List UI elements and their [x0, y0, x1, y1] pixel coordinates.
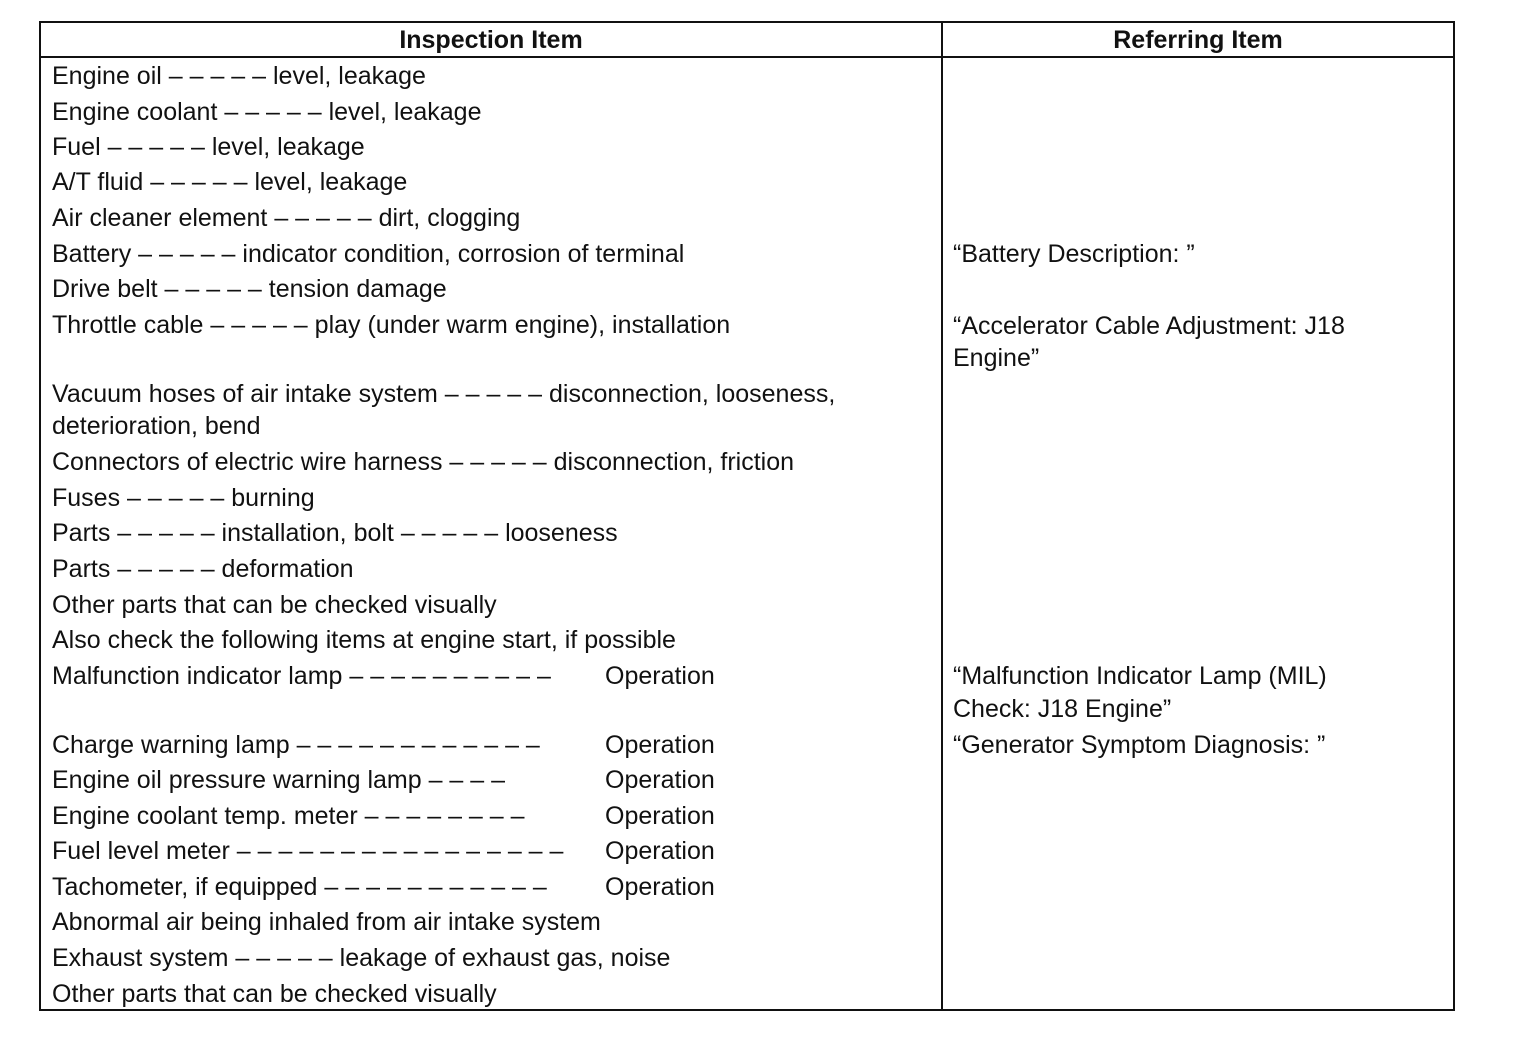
inspection-line: Engine coolant temp. meter – – – – – – – –: [52, 802, 525, 830]
operation-label: Operation: [605, 731, 715, 759]
referring-line: “Malfunction Indicator Lamp (MIL): [953, 662, 1327, 690]
inspection-line: Fuses – – – – – burning: [52, 484, 315, 512]
operation-label: Operation: [605, 766, 715, 794]
operation-label: Operation: [605, 873, 715, 901]
inspection-line: Engine oil pressure warning lamp – – – –: [52, 766, 506, 794]
inspection-line: Parts – – – – – deformation: [52, 555, 354, 583]
inspection-line: Malfunction indicator lamp – – – – – – – – – –: [52, 662, 551, 690]
inspection-line: Connectors of electric wire harness – – – – – disconnection, friction: [52, 448, 795, 476]
inspection-line: Also check the following items at engine start, if possible: [52, 626, 676, 654]
inspection-line: Throttle cable – – – – – play (under warm engine), installation: [52, 311, 731, 339]
referring-line: Engine”: [953, 344, 1040, 372]
referring-line: “Generator Symptom Diagnosis: ”: [953, 731, 1326, 759]
header-inspection-item: Inspection Item: [399, 26, 583, 54]
referring-line: Check: J18 Engine”: [953, 695, 1172, 723]
inspection-line: Parts – – – – – installation, bolt – – – – – looseness: [52, 519, 618, 547]
inspection-line: Other parts that can be checked visually: [52, 591, 497, 619]
inspection-line: Abnormal air being inhaled from air intake system: [52, 908, 601, 936]
inspection-line: Charge warning lamp – – – – – – – – – – – –: [52, 731, 540, 759]
inspection-line: Battery – – – – – indicator condition, corrosion of terminal: [52, 240, 685, 268]
inspection-table: [39, 21, 1455, 1011]
header-referring-item: Referring Item: [1113, 26, 1283, 54]
inspection-line: Air cleaner element – – – – – dirt, clogging: [52, 204, 521, 232]
inspection-line: Fuel – – – – – level, leakage: [52, 133, 365, 161]
table-header-row: [41, 23, 1453, 58]
inspection-line: Engine coolant – – – – – level, leakage: [52, 98, 482, 126]
referring-line: “Accelerator Cable Adjustment: J18: [953, 312, 1345, 340]
inspection-line: deterioration, bend: [52, 412, 261, 440]
inspection-line: Other parts that can be checked visually: [52, 980, 497, 1008]
operation-label: Operation: [605, 662, 715, 690]
operation-label: Operation: [605, 802, 715, 830]
referring-line: “Battery Description: ”: [953, 240, 1195, 268]
column-divider: [941, 23, 943, 1009]
inspection-line: Exhaust system – – – – – leakage of exhaust gas, noise: [52, 944, 671, 972]
inspection-line: Fuel level meter – – – – – – – – – – – – – – – –: [52, 837, 564, 865]
inspection-line: A/T fluid – – – – – level, leakage: [52, 168, 408, 196]
inspection-line: Vacuum hoses of air intake system – – – – – disconnection, looseness,: [52, 380, 836, 408]
inspection-line: Tachometer, if equipped – – – – – – – – – – –: [52, 873, 547, 901]
inspection-line: Drive belt – – – – – tension damage: [52, 275, 447, 303]
inspection-line: Engine oil – – – – – level, leakage: [52, 62, 426, 90]
operation-label: Operation: [605, 837, 715, 865]
